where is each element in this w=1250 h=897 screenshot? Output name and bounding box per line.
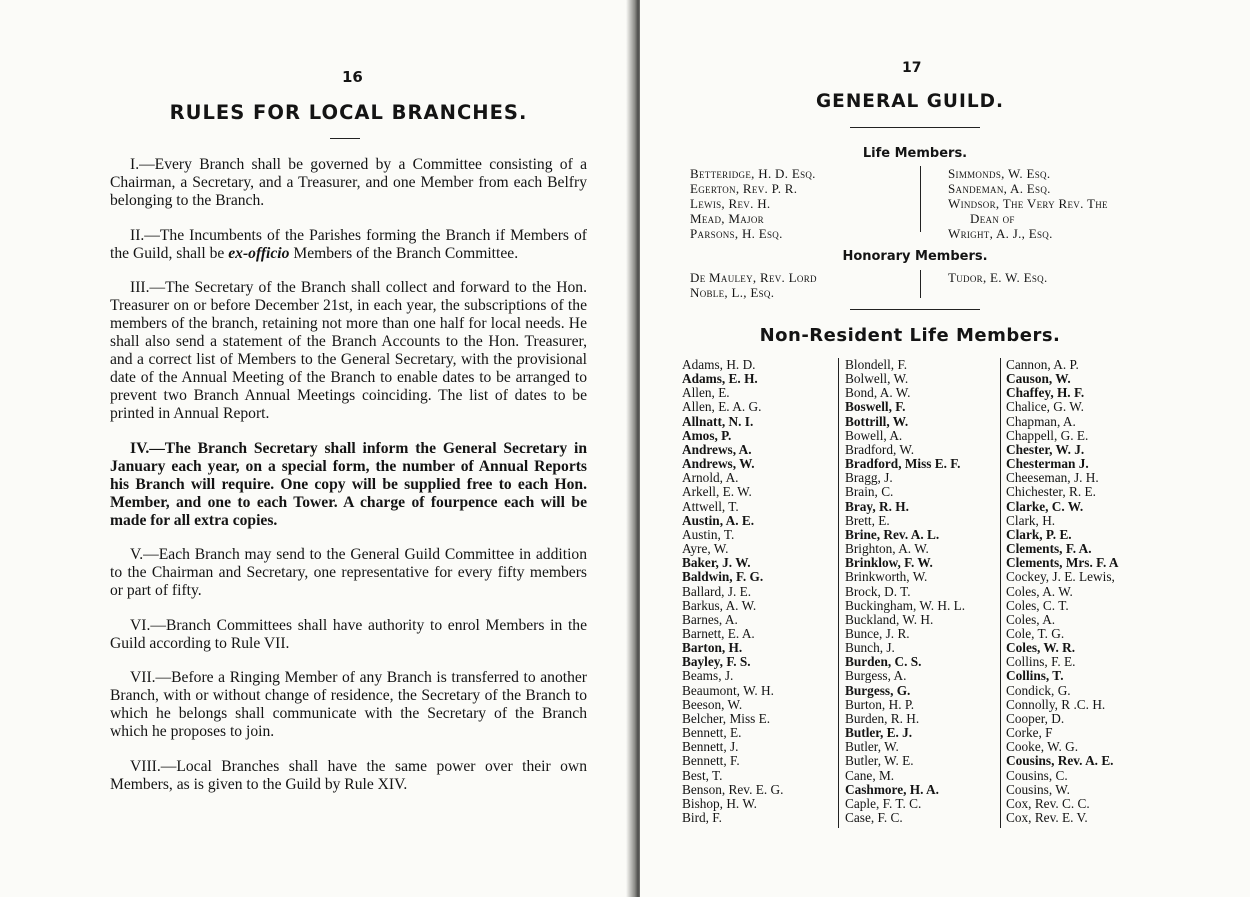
member-name: Brinkworth, W.	[845, 569, 928, 585]
member-name: Baker, J. W.	[682, 555, 751, 571]
member-name: Baldwin, F. G.	[682, 569, 764, 585]
member-name: Egerton, Rev. P. R.	[690, 181, 798, 196]
member-name: Coles, A.	[1006, 611, 1056, 627]
member-name: Barkus, A. W.	[682, 597, 757, 613]
member-name: Burgess, A.	[845, 668, 907, 684]
member-name: Noble, L., Esq.	[690, 285, 775, 300]
member-name: Blondell, F.	[845, 357, 908, 372]
life-members-divider	[920, 166, 921, 232]
member-name: Austin, T.	[682, 526, 735, 542]
non-resident-column-1	[682, 358, 783, 825]
member-name: Clark, P. E.	[1006, 526, 1072, 542]
member-name: Corke, F	[1006, 725, 1053, 741]
member-name: Brighton, A. W.	[845, 541, 929, 557]
member-name: Cashmore, H. A.	[845, 781, 939, 797]
member-name: Cox, Rev. C. C.	[1006, 795, 1090, 811]
member-name: Brinklow, F. W.	[845, 555, 933, 571]
member-name: Benson, Rev. E. G.	[682, 781, 784, 797]
member-name: Cannon, A. P.	[1006, 357, 1079, 372]
page-number-left: 16	[342, 68, 363, 86]
member-name: Cooke, W. G.	[1006, 739, 1079, 755]
rule-paragraph: VI.—Branch Committees shall have authority to enrol Members in the Guild according to Rule VII.	[110, 616, 587, 652]
member-name: Cole, T. G.	[1006, 625, 1065, 641]
page-title-right: GENERAL GUILD.	[816, 91, 1004, 112]
member-name: Ayre, W.	[682, 541, 729, 557]
member-name: Cockey, J. E. Lewis,	[1006, 569, 1115, 585]
member-name: Cousins, W.	[1006, 781, 1070, 797]
honorary-members-right-column	[948, 270, 1048, 285]
member-name: Mead, Major	[690, 211, 764, 226]
honorary-divider	[850, 309, 980, 310]
member-name: Cane, M.	[845, 767, 895, 783]
member-name: Cooper, D.	[1006, 710, 1065, 726]
member-name: Chappell, G. E.	[1006, 427, 1089, 443]
member-name: Bayley, F. S.	[682, 654, 751, 670]
column-divider	[838, 358, 839, 828]
member-name: Bunch, J.	[845, 640, 895, 656]
honorary-members-divider	[920, 270, 921, 298]
member-name: Brine, Rev. A. L.	[845, 526, 940, 542]
member-name: Barton, H.	[682, 640, 743, 656]
member-name: Buckland, W. H.	[845, 611, 934, 627]
member-name: Ballard, J. E.	[682, 583, 752, 599]
member-name: Burgess, G.	[845, 682, 911, 698]
rule-paragraph: IV.—The Branch Secretary shall inform the General Secretary in January each year, on a special form, the number of Annual Reports his Branch will require. One copy will be supplied free to each Hon. Member, and one to each Tower. A charge of fourpence each will be made for all extra copies.	[110, 439, 587, 529]
member-name: Bottrill, W.	[845, 413, 909, 429]
member-name: Butler, W.	[845, 739, 899, 755]
member-name: Amos, P.	[682, 427, 732, 443]
member-name: Allen, E. A. G.	[682, 399, 762, 415]
non-resident-heading: Non-Resident Life Members.	[759, 325, 1061, 346]
member-name: Allnatt, N. I.	[682, 413, 754, 429]
member-name: Clark, H.	[1006, 512, 1056, 528]
member-name: Andrews, W.	[682, 456, 755, 472]
member-name: Barnett, E. A.	[682, 625, 755, 641]
rule-paragraph: II.—The Incumbents of the Parishes forming the Branch if Members of the Guild, shall be ex-officio Members of the Branch Committee.	[110, 226, 587, 262]
member-name: Butler, E. J.	[845, 725, 913, 741]
member-name: Clements, Mrs. F. A	[1006, 555, 1119, 571]
column-divider	[1000, 358, 1001, 828]
member-name: Bond, A. W.	[845, 385, 911, 401]
member-name: Brock, D. T.	[845, 583, 911, 599]
title-divider-left	[330, 138, 360, 139]
page-title-left: RULES FOR LOCAL BRANCHES.	[169, 101, 528, 124]
title-divider-right	[850, 127, 980, 128]
member-name: Adams, E. H.	[682, 371, 758, 387]
member-name: Bragg, J.	[845, 470, 893, 486]
page-number-right: 17	[902, 60, 922, 76]
life-members-heading: Life Members.	[862, 146, 968, 161]
member-name: Bowell, A.	[845, 427, 903, 443]
member-name: Condick, G.	[1006, 682, 1071, 698]
member-name: Dean of	[970, 211, 1015, 226]
member-name: Bennett, E.	[682, 725, 742, 741]
member-name: Bishop, H. W.	[682, 795, 757, 811]
member-name: Brett, E.	[845, 512, 890, 528]
member-name: Arnold, A.	[682, 470, 739, 486]
member-name: Cousins, C.	[1006, 767, 1068, 783]
rule-paragraph: V.—Each Branch may send to the General Guild Committee in addition to the Chairman and Secretary, one representative for every fifty members or part of fifty.	[110, 546, 587, 599]
member-name: Austin, A. E.	[682, 512, 755, 528]
member-name: Butler, W. E.	[845, 753, 914, 769]
member-name: Burton, H. P.	[845, 696, 915, 712]
member-name: Burden, R. H.	[845, 710, 920, 726]
rule-paragraph: VII.—Before a Ringing Member of any Branch is transferred to another Branch, with or without change of residence, the Secretary of the Branch to which he belongs shall communicate with the Secretary of the Branch which he proposes to join.	[110, 669, 587, 740]
member-name: Collins, T.	[1006, 668, 1064, 684]
member-name: Adams, H. D.	[682, 357, 756, 372]
member-name: Betteridge, H. D. Esq.	[690, 166, 816, 181]
rules-list	[110, 156, 587, 810]
member-name: Windsor, The Very Rev. The	[948, 196, 1108, 211]
member-name: Boswell, F.	[845, 399, 906, 415]
life-members-right-column	[948, 166, 1108, 241]
member-name: Buckingham, W. H. L.	[845, 597, 966, 613]
member-name: Lewis, Rev. H.	[690, 196, 771, 211]
member-name: Burden, C. S.	[845, 654, 922, 670]
member-name: Clements, F. A.	[1006, 541, 1092, 557]
member-name: Beaumont, W. H.	[682, 682, 774, 698]
member-name: De Mauley, Rev. Lord	[690, 270, 817, 285]
member-name: Bennett, J.	[682, 739, 739, 755]
member-name: Parsons, H. Esq.	[690, 226, 783, 241]
member-name: Connolly, R .C. H.	[1006, 696, 1106, 712]
member-name: Chesterman J.	[1006, 456, 1089, 472]
member-name: Belcher, Miss E.	[682, 710, 771, 726]
member-name: Bird, F.	[682, 810, 722, 825]
rule-paragraph: VIII.—Local Branches shall have the same power over their own Members, as is given to the Guild by Rule XIV.	[110, 757, 587, 793]
rule-paragraph: I.—Every Branch shall be governed by a Committee consisting of a Chairman, a Secretary, and a Treasurer, and one Member from each Belfry belonging to the Branch.	[110, 156, 587, 209]
member-name: Tudor, E. W. Esq.	[948, 270, 1048, 285]
member-name: Collins, F. E.	[1006, 654, 1076, 670]
member-name: Wright, A. J., Esq.	[948, 226, 1053, 241]
member-name: Sandeman, A. Esq.	[948, 181, 1051, 196]
member-name: Brain, C.	[845, 484, 894, 500]
member-name: Allen, E.	[682, 385, 730, 401]
member-name: Chester, W. J.	[1006, 441, 1085, 457]
member-name: Bradford, Miss E. F.	[845, 456, 961, 472]
member-name: Chaffey, H. F.	[1006, 385, 1085, 401]
member-name: Best, T.	[682, 767, 723, 783]
member-name: Case, F. C.	[845, 810, 903, 825]
life-members-left-column	[690, 166, 816, 241]
member-name: Cheeseman, J. H.	[1006, 470, 1099, 486]
member-name: Caple, F. T. C.	[845, 795, 922, 811]
member-name: Chapman, A.	[1006, 413, 1076, 429]
member-name: Beeson, W.	[682, 696, 743, 712]
member-name: Arkell, E. W.	[682, 484, 752, 500]
member-name: Simmonds, W. Esq.	[948, 166, 1051, 181]
honorary-members-left-column	[690, 270, 817, 300]
member-name: Attwell, T.	[682, 498, 739, 514]
member-name: Bennett, F.	[682, 753, 740, 769]
member-name: Cox, Rev. E. V.	[1006, 810, 1088, 825]
member-name: Chichester, R. E.	[1006, 484, 1096, 500]
member-name: Coles, W. R.	[1006, 640, 1076, 656]
non-resident-column-2	[845, 358, 965, 825]
member-name: Cousins, Rev. A. E.	[1006, 753, 1114, 769]
member-name: Causon, W.	[1006, 371, 1071, 387]
member-name: Clarke, C. W.	[1006, 498, 1084, 514]
member-name: Beams, J.	[682, 668, 734, 684]
member-name: Bolwell, W.	[845, 371, 909, 387]
member-name: Bunce, J. R.	[845, 625, 910, 641]
member-name: Barnes, A.	[682, 611, 738, 627]
member-name: Bray, R. H.	[845, 498, 909, 514]
right-page	[640, 0, 1250, 897]
emphasis-text: ex-officio	[228, 244, 290, 262]
member-name: Bradford, W.	[845, 441, 915, 457]
rule-paragraph: III.—The Secretary of the Branch shall collect and forward to the Hon. Treasurer on or before December 21st, in each year, the subscriptions of the members of the branch, retaining not more than one half for local needs. He shall also send a statement of the Branch Accounts to the Hon. Treasurer, and a correct list of Members to the General Secretary, with the provisional date of the Annual Meeting of the Branch to enable dates to be arranged to prevent two Branch Annual Meetings coinciding. The list of dates to be printed in Annual Report.	[110, 279, 587, 422]
honorary-members-heading: Honorary Members.	[842, 249, 988, 264]
member-name: Coles, A. W.	[1006, 583, 1073, 599]
member-name: Chalice, G. W.	[1006, 399, 1084, 415]
member-name: Coles, C. T.	[1006, 597, 1069, 613]
non-resident-column-3	[1006, 358, 1119, 825]
member-name: Andrews, A.	[682, 441, 752, 457]
